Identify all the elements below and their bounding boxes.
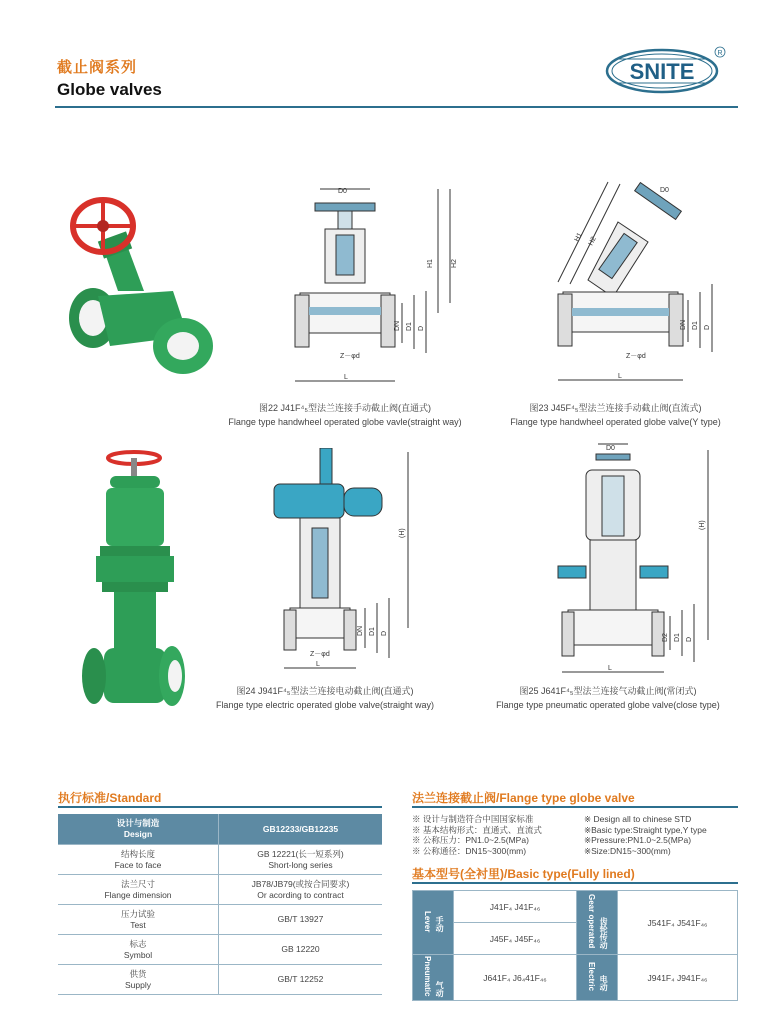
row-label-en: Supply: [125, 979, 151, 990]
row-label-en: Test: [130, 919, 146, 930]
row-value: [219, 905, 383, 935]
label-h-25: (H): [699, 520, 706, 530]
lever-cell: [413, 891, 454, 955]
row-label: [58, 875, 219, 905]
standard-header-value: GB12233/GB12235: [219, 814, 383, 845]
label-d-y: D: [704, 324, 711, 330]
note-item: ※Size:DN15~300(mm): [584, 845, 671, 856]
row-value-2: Short-long series: [268, 859, 333, 870]
note-item: ※ 设计与制造符合中国国家标准: [412, 814, 534, 824]
row-label-en: Face to face: [114, 859, 162, 870]
lever-models-1: J41F₄ J41F₄₆: [454, 891, 577, 923]
caption-fig22-cn: 图22 J41F⁴₅型法兰连接手动截止阀(直通式): [258, 403, 431, 413]
note-item: ※ Design all to chinese STD: [584, 814, 692, 824]
elec-models: J941F₄ J941F₄₆: [618, 955, 738, 1001]
pneu-models: J641F₄ J6₄41F₄₆: [454, 955, 577, 1001]
electric-cell: [577, 955, 618, 1001]
row-value-1: JB78/JB79(或按合同要求): [251, 878, 350, 889]
pneumatic-cell: [413, 955, 454, 1001]
row-label-cn: 压力试验: [120, 908, 155, 919]
label-d: D: [418, 325, 425, 331]
caption-fig23-cn: 图23 J45F⁴₅型法兰连接手动截止阀(直流式): [529, 403, 702, 413]
registered-mark: R: [717, 50, 723, 57]
drawing-fig25: [548, 440, 728, 680]
basic-heading: 基本型号(全衬里)/Basic type(Fully lined): [412, 867, 635, 881]
snite-logo: [604, 46, 726, 96]
label-h2: H2: [451, 259, 458, 268]
label-h1: H1: [427, 259, 434, 268]
row-value-1: GB/T 12252: [277, 974, 324, 984]
caption-fig25-en: Flange type pneumatic operated globe valve(close type): [496, 700, 720, 710]
drawing-fig24: [270, 448, 420, 678]
flange-rule: [412, 806, 738, 808]
table-row: [58, 845, 382, 875]
note-item: ※ 基本结构形式：直通式、直流式: [412, 824, 542, 835]
caption-fig22: [200, 401, 490, 429]
row-label-en: Symbol: [123, 949, 153, 960]
table-row: [58, 875, 382, 905]
note-item: ※ 公称压力：PN1.0~2.5(MPa): [412, 835, 529, 845]
caption-fig23-en: Flange type handwheel operated globe valve(Y type): [510, 417, 721, 427]
caption-fig24: [190, 684, 460, 712]
label-l-24: L: [316, 661, 320, 668]
table-row: [58, 935, 382, 965]
label-d-24: D: [381, 630, 388, 636]
label-l-y: L: [618, 373, 622, 380]
flange-notes-cn: [412, 814, 584, 856]
basic-type-table: [412, 890, 738, 1001]
label-l: L: [344, 374, 348, 381]
row-value-1: GB 12221(长一短系列): [257, 848, 344, 859]
drawing-fig23: [548, 172, 728, 392]
caption-fig22-en: Flange type handwheel operated globe vavle(straight way): [228, 417, 462, 427]
caption-fig25-cn: 图25 J641F⁴₅型法兰连接气动截止阀(常闭式): [519, 686, 697, 696]
note-item: ※ 公称通径：DN15~300(mm): [412, 845, 527, 856]
logo-text: SNITE: [629, 59, 695, 84]
gear-cn: 齿轮传动: [599, 916, 609, 949]
row-value: [219, 845, 383, 875]
header-rule: [55, 106, 738, 108]
caption-fig24-en: Flange type electric operated globe valve(straight way): [215, 700, 435, 710]
elec-cn: 电动: [599, 974, 609, 991]
flange-heading: 法兰连接截止阀/Flange type globe valve: [412, 791, 635, 805]
table-row: [413, 891, 738, 923]
standard-table-header: [58, 814, 382, 845]
row-label: [58, 935, 219, 965]
page-title-cn: 截止阀系列: [57, 58, 138, 76]
row-value: [219, 875, 383, 905]
row-label-en: Flange dimension: [104, 889, 172, 900]
row-label-cn: 结构长度: [120, 848, 155, 859]
caption-fig25: [472, 684, 744, 712]
drawing-fig22: [290, 183, 465, 393]
row-value-1: GB 12220: [281, 944, 320, 954]
row-label: [58, 905, 219, 935]
gear-cell: [577, 891, 618, 955]
label-dn: DN: [394, 320, 401, 331]
note-item: ※Basic type:Straight type,Y type: [584, 824, 707, 835]
valve-photo-pneumatic: [80, 448, 190, 723]
label-h-24: (H): [399, 528, 406, 538]
row-label-cn: 法兰尺寸: [120, 878, 155, 889]
standard-heading: 执行标准/Standard: [58, 791, 162, 805]
note-item: ※Pressure:PN1.0~2.5(MPa): [584, 835, 692, 845]
label-z-24: Z－φd: [310, 651, 330, 658]
row-label-cn: 供货: [129, 968, 147, 979]
row-value: [219, 965, 383, 995]
label-d0: D0: [338, 188, 347, 195]
standard-header-design: [58, 814, 219, 845]
table-row: [413, 955, 738, 1001]
standard-rule: [58, 806, 382, 808]
label-dn-y: DN: [680, 319, 687, 330]
page-title-en: Globe valves: [57, 80, 162, 99]
label-h1-y: H1: [573, 231, 584, 243]
table-row: [58, 965, 382, 995]
label-z-y: Z－φd: [626, 353, 646, 360]
label-d1-24: D1: [369, 627, 376, 636]
standard-table: [58, 814, 382, 995]
label-d1-25: D1: [674, 633, 681, 642]
table-row: [58, 905, 382, 935]
elec-en: Electric: [586, 962, 596, 991]
row-value: [219, 935, 383, 965]
label-d0-25: D0: [606, 445, 615, 452]
caption-fig23: [488, 401, 743, 429]
basic-rule: [412, 882, 738, 884]
flange-notes-en: [584, 814, 738, 856]
row-label: [58, 845, 219, 875]
gear-models: J541F₄ J541F₄₆: [618, 891, 738, 955]
label-d0-y: D0: [660, 187, 669, 194]
row-value-1: GB/T 13927: [277, 914, 324, 924]
lever-models-2: J45F₄ J45F₄₆: [454, 923, 577, 955]
lever-en: Lever: [422, 910, 432, 933]
standard-header-design-cn: 设计与制造: [116, 818, 160, 828]
label-z: Z－φd: [340, 353, 360, 360]
label-d2-25: D2: [662, 633, 669, 642]
gear-en: Gear operated: [586, 894, 596, 949]
valve-photo-y-type: [58, 196, 228, 386]
row-value-2: Or acording to contract: [257, 889, 344, 900]
label-dn-24: DN: [357, 625, 364, 636]
standard-header-design-en: Design: [123, 829, 153, 839]
row-label-cn: 标志: [129, 938, 147, 949]
label-d-25: D: [686, 636, 693, 642]
label-d1: D1: [406, 322, 413, 331]
label-d1-y: D1: [692, 321, 699, 330]
label-l-25: L: [608, 665, 612, 672]
label-h2-y: H2: [587, 235, 598, 247]
pneu-cn: 气动: [435, 980, 445, 997]
row-label: [58, 965, 219, 995]
pneu-en: Pneumatic: [422, 956, 432, 997]
lever-cn: 手动: [435, 916, 445, 933]
caption-fig24-cn: 图24 J941F⁴₅型法兰连接电动截止阀(直通式): [236, 686, 414, 696]
